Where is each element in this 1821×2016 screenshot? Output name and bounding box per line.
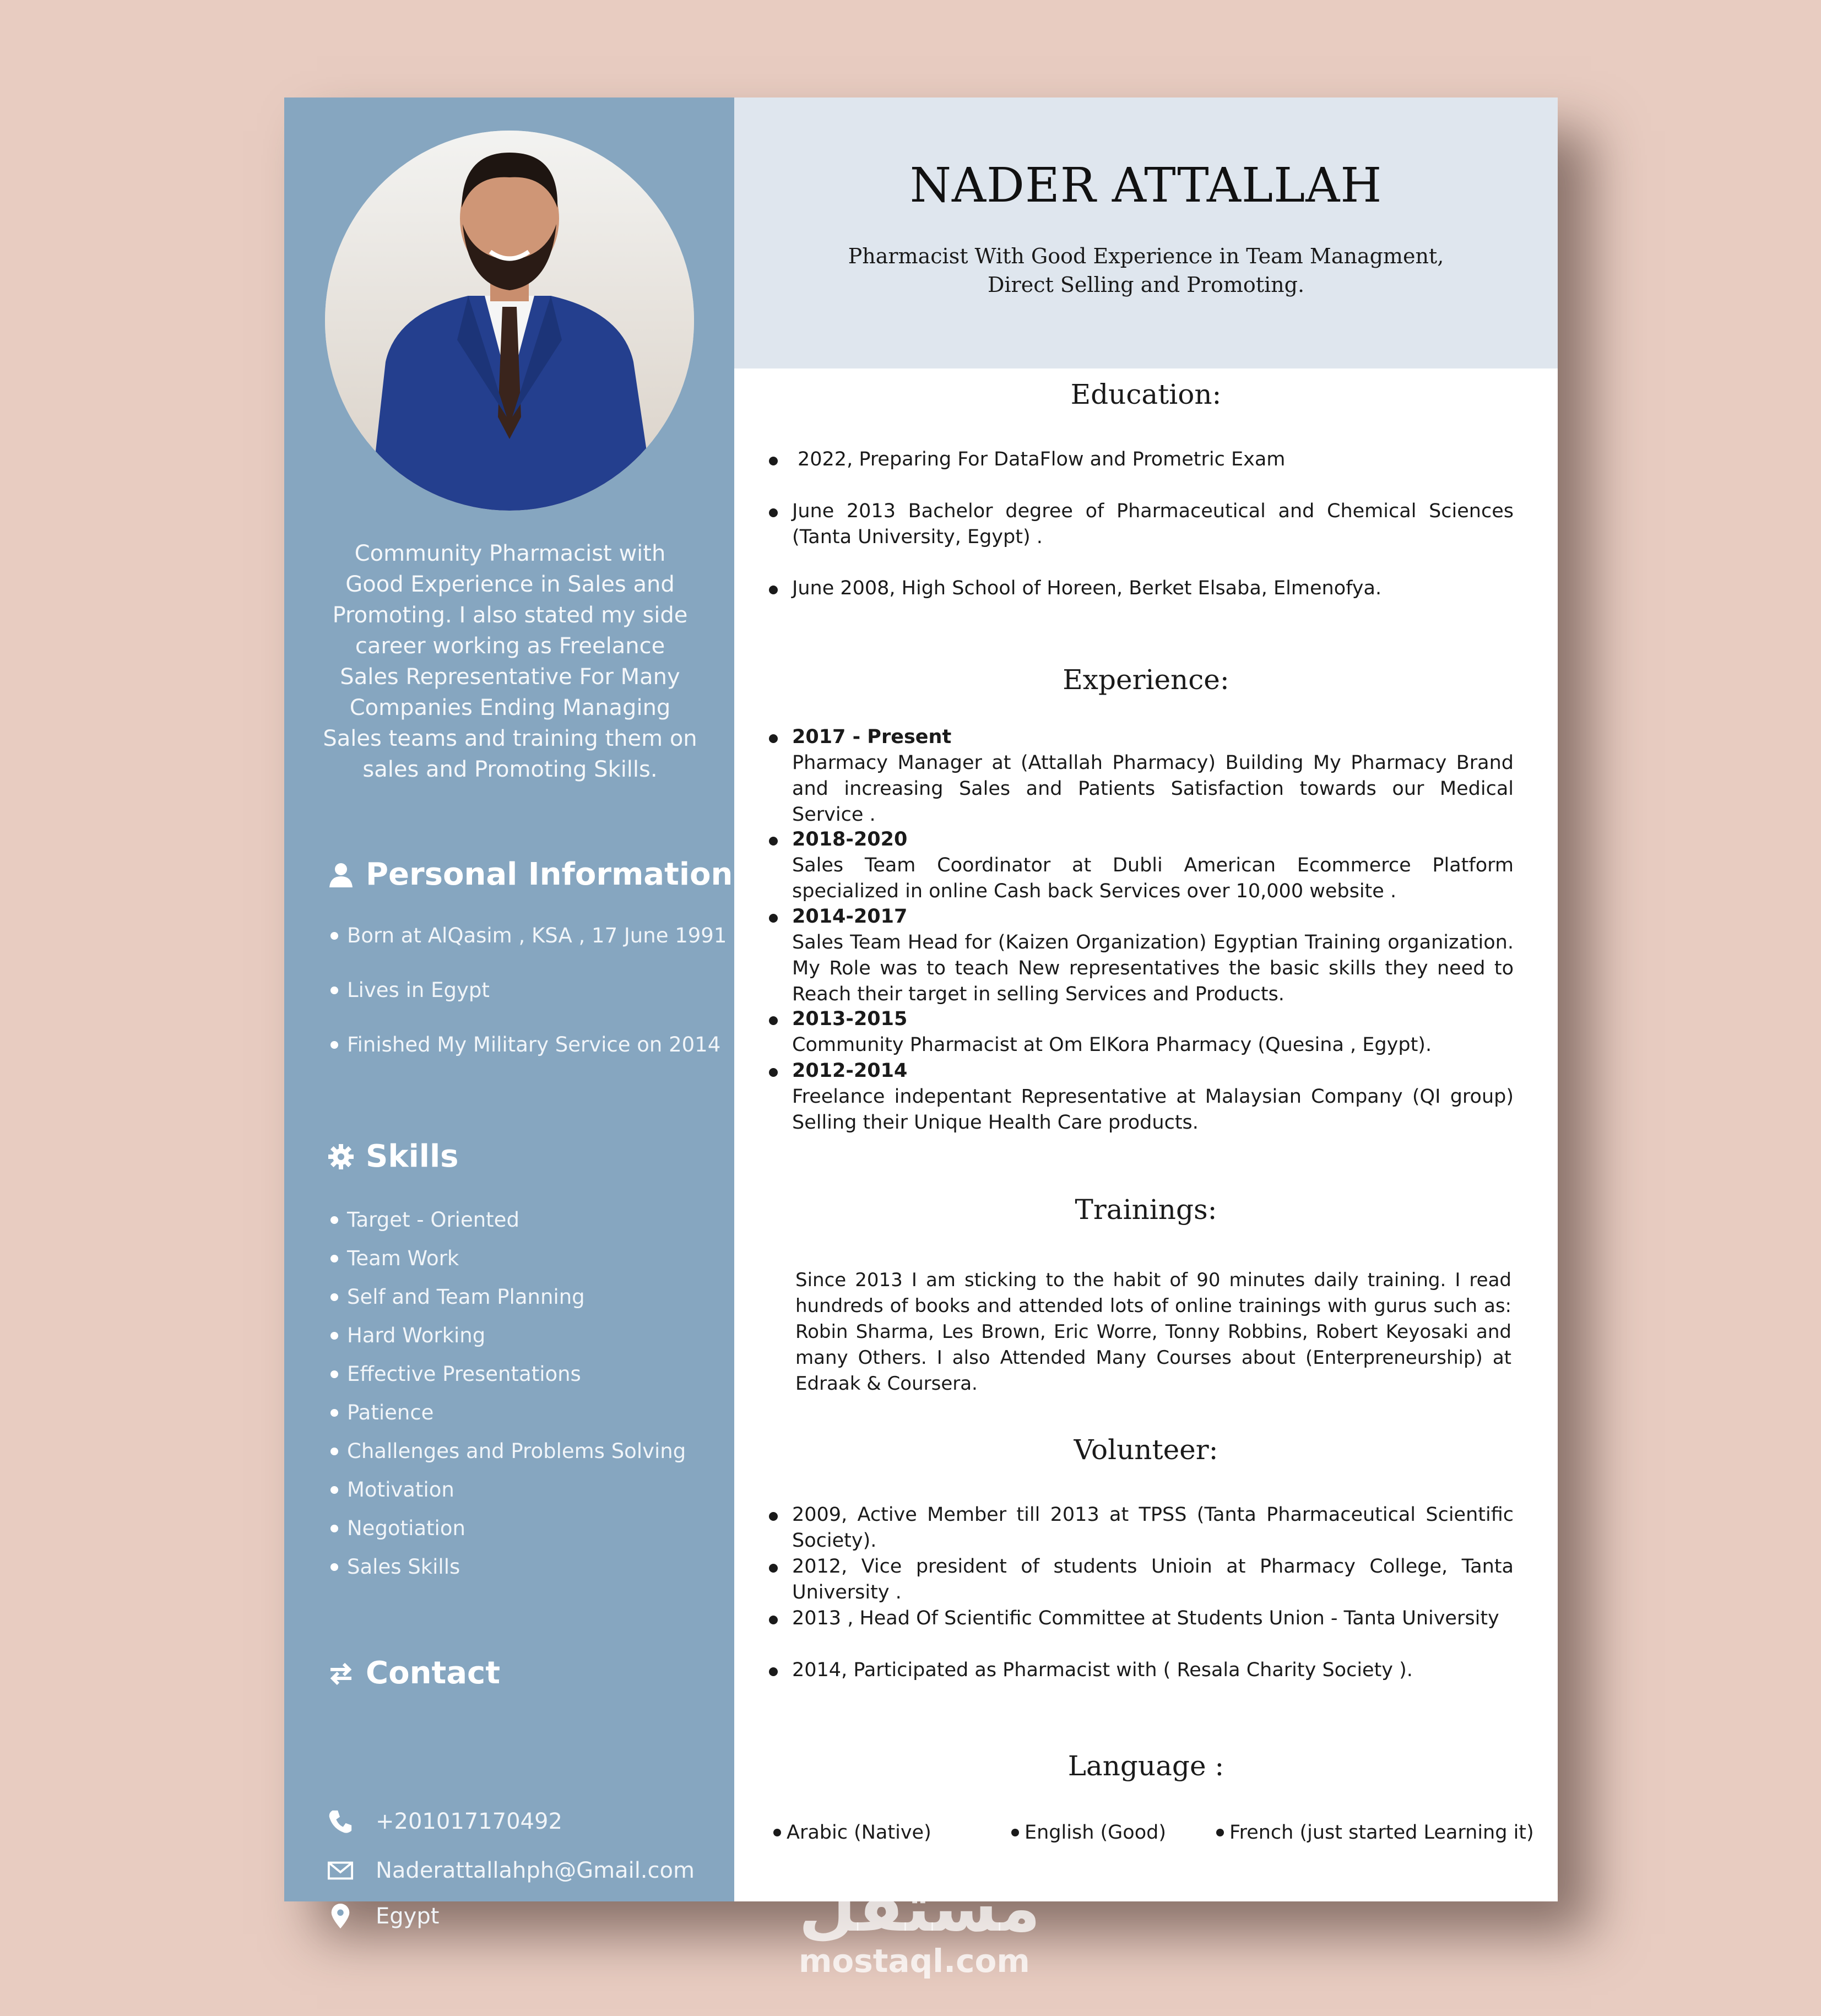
bullet-dot: [769, 508, 778, 517]
sidebar: [284, 97, 734, 1929]
experience-years: 2017 - Present: [792, 726, 952, 748]
phone-number[interactable]: +201017170492: [376, 1809, 562, 1834]
list-item: Lives in Egypt: [328, 978, 727, 1002]
bullet-dot: [769, 914, 778, 923]
trainings-text: Since 2013 I am sticking to the habit of 90 minutes daily training. I read hundreds of books and attended lots of online trainings with gurus such as: Robin Sharma, Les Brown, Eric Worre, Tonny Robbins, Robert Keyosaki and many Others. I also Attended Many Courses about (Enterpreneurship) at Edraak & Coursera.: [795, 1269, 1511, 1395]
bullet-dot: [769, 1616, 778, 1624]
volunteer-text: 2009, Active Member till 2013 at TPSS (Tanta Pharmaceutical Scientific Society).: [792, 1504, 1514, 1552]
volunteer-item: [769, 1657, 1551, 1683]
list-item: Hard Working: [328, 1316, 686, 1355]
watermark-site: mostaql.com: [799, 1942, 1030, 1980]
user-icon: [327, 861, 355, 888]
list-item: Born at AlQasim , KSA , 17 June 1991: [328, 924, 727, 947]
experience-years: 2014-2017: [792, 906, 908, 928]
phone-icon: [327, 1808, 354, 1835]
location: Egypt: [376, 1904, 440, 1929]
experience-text: Sales Team Head for (Kaizen Organization) Egyptian Training organization. My Role was to teach New representatives the basic skills they need to Reach their target in selling Services and Products.: [792, 931, 1514, 1005]
experience-item: [769, 724, 1551, 828]
contact-heading: [327, 1655, 500, 1691]
skills-list: [328, 1201, 686, 1586]
header-band: [734, 97, 1558, 368]
profile-summary: Community Pharmacist with Good Experience in Sales and Promoting. I also stated my side career working as Freelance Sales Representative For Many Companies Ending Managing Sales teams and training them on sales and Promoting Skills.: [323, 541, 697, 782]
map-pin-icon: [327, 1903, 354, 1930]
profile-photo: [325, 131, 694, 511]
experience-text: Freelance indepentant Representative at Malaysian Company (QI group) Selling their Unique Health Care products.: [792, 1086, 1514, 1134]
bullet-dot: [773, 1829, 781, 1836]
bullet-dot: [769, 734, 778, 743]
bullet-dot: [769, 586, 778, 594]
personal-info-title: Personal Information: [366, 857, 733, 892]
bullet-dot: [769, 457, 778, 465]
experience-title: Experience:: [1063, 664, 1229, 696]
education-item: [769, 498, 1551, 550]
volunteer-item: [769, 1554, 1551, 1606]
list-item: Negotiation: [328, 1509, 686, 1548]
contact-location: [327, 1903, 439, 1930]
list-item: Effective Presentations: [328, 1355, 686, 1394]
list-item: Team Work: [328, 1239, 686, 1278]
bullet-dot: [769, 837, 778, 846]
experience-years: 2012-2014: [792, 1060, 908, 1082]
trainings-title: Trainings:: [1075, 1194, 1217, 1226]
language-item: [773, 1822, 931, 1844]
education-text: 2022, Preparing For DataFlow and Prometric Exam: [798, 448, 1286, 470]
language-item: [1011, 1822, 1166, 1844]
watermark: [799, 1870, 1040, 1980]
education-text: June 2008, High School of Horeen, Berket Elsaba, Elmenofya.: [792, 577, 1382, 599]
bullet-dot: [769, 1564, 778, 1573]
experience-item: [769, 1006, 1551, 1058]
language-text: English (Good): [1025, 1822, 1166, 1844]
bullet-dot: [769, 1068, 778, 1077]
experience-years: 2013-2015: [792, 1008, 908, 1030]
tagline: [734, 242, 1558, 299]
envelope-icon: [327, 1857, 354, 1884]
watermark-arabic: مستقل: [799, 1870, 1040, 1947]
experience-item: [769, 827, 1551, 904]
education-item: [769, 576, 1551, 601]
education-title: Education:: [1070, 378, 1222, 410]
contact-title: Contact: [366, 1655, 500, 1691]
list-item: Self and Team Planning: [328, 1278, 686, 1316]
contact-email[interactable]: [327, 1857, 695, 1884]
volunteer-text: 2014, Participated as Pharmacist with ( Resala Charity Society ).: [792, 1659, 1413, 1681]
volunteer-text: 2012, Vice president of students Unioin at Pharmacy College, Tanta University .: [792, 1556, 1514, 1603]
education-text: June 2013 Bachelor degree of Pharmaceutical and Chemical Sciences (Tanta University, Egypt) .: [792, 500, 1514, 548]
tagline-line-1: Pharmacist With Good Experience in Team Managment,: [848, 244, 1444, 268]
education-item: [769, 447, 1551, 473]
list-item: Motivation: [328, 1471, 686, 1509]
personal-info-list: [328, 924, 727, 1056]
language-text: Arabic (Native): [787, 1822, 931, 1844]
exchange-icon: [327, 1660, 355, 1687]
experience-text: Community Pharmacist at Om ElKora Pharmacy (Quesina , Egypt).: [792, 1034, 1432, 1056]
language-title: Language :: [1067, 1750, 1224, 1782]
skills-heading: [327, 1139, 459, 1174]
bullet-dot: [1216, 1829, 1224, 1836]
gear-icon: [327, 1143, 355, 1170]
experience-years: 2018-2020: [792, 828, 908, 850]
volunteer-item: [769, 1502, 1551, 1554]
full-name: NADER ATTALLAH: [909, 158, 1383, 213]
skills-title: Skills: [366, 1139, 459, 1174]
experience-text: Pharmacy Manager at (Attallah Pharmacy) Building My Pharmacy Brand and increasing Sales and Patients Satisfaction towards our Medical Service .: [792, 752, 1514, 826]
list-item: Target - Oriented: [328, 1201, 686, 1239]
volunteer-text: 2013 , Head Of Scientific Committee at Students Union - Tanta University: [792, 1607, 1499, 1629]
list-item: Sales Skills: [328, 1548, 686, 1586]
language-text: French (just started Learning it): [1229, 1822, 1534, 1844]
contact-phone[interactable]: [327, 1808, 562, 1835]
bullet-dot: [769, 1512, 778, 1521]
bullet-dot: [769, 1016, 778, 1025]
list-item: Patience: [328, 1394, 686, 1432]
bullet-dot: [769, 1667, 778, 1676]
volunteer-item: [769, 1606, 1551, 1632]
experience-item: [769, 904, 1551, 1007]
email-address[interactable]: Naderattallahph@Gmail.com: [376, 1858, 695, 1883]
experience-text: Sales Team Coordinator at Dubli American Ecommerce Platform specialized in online Cash back Services over 10,000 website .: [792, 854, 1514, 902]
tagline-line-2: Direct Selling and Promoting.: [987, 273, 1305, 297]
list-item: Challenges and Problems Solving: [328, 1432, 686, 1471]
volunteer-title: Volunteer:: [1074, 1434, 1218, 1466]
experience-item: [769, 1058, 1551, 1136]
list-item: Finished My Military Service on 2014: [328, 1033, 727, 1056]
personal-info-heading: [327, 857, 733, 892]
bullet-dot: [1011, 1829, 1019, 1836]
language-item: [1216, 1822, 1534, 1844]
